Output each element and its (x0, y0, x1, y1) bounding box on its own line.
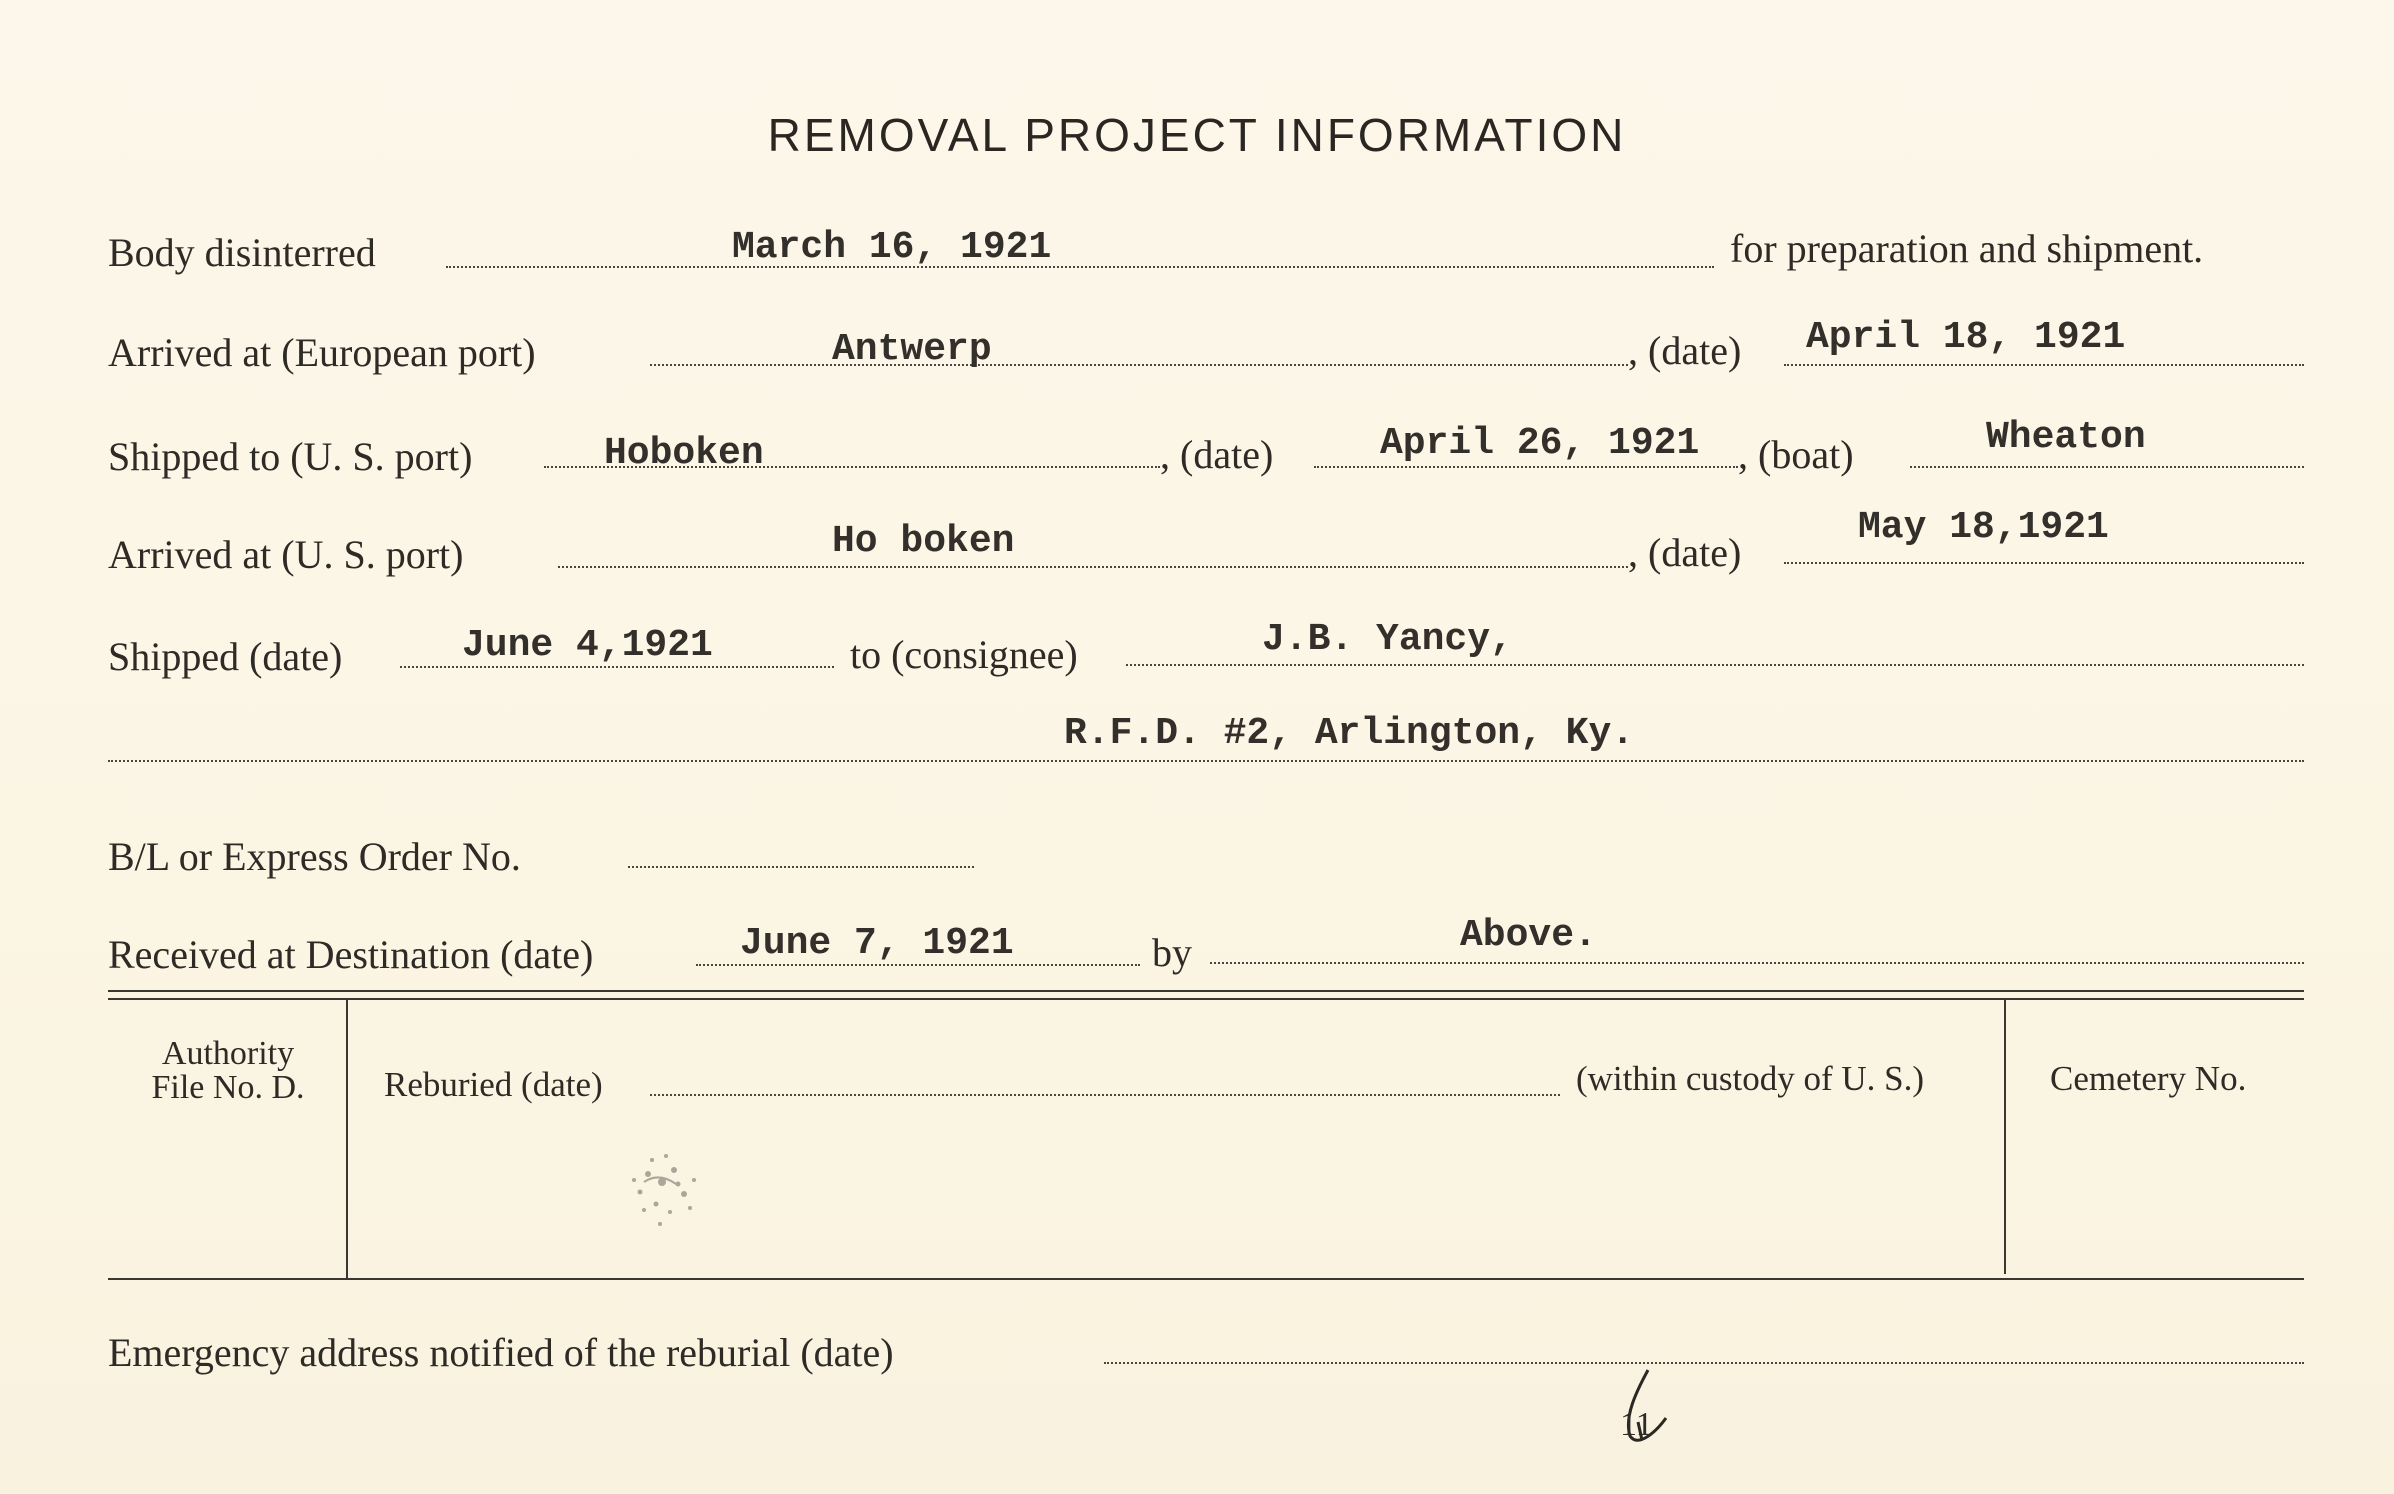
us-arrived-value: Ho boken (832, 520, 1015, 563)
us-arrived-line (558, 566, 1628, 568)
box-top-rule-1 (108, 990, 2304, 992)
boat-value: Wheaton (1986, 416, 2146, 459)
consignee-label: to (consignee) (850, 632, 1078, 677)
euro-date-line (1784, 364, 2304, 366)
us-arrived-date-line (1784, 562, 2304, 564)
us-ship-date-line (1314, 466, 1738, 468)
custody-label: (within custody of U. S.) (1576, 1059, 1925, 1098)
reburied-label: Reburied (date) (384, 1065, 603, 1104)
reburied-line (650, 1094, 1560, 1096)
page-mark: 11 (1620, 1406, 1653, 1443)
disinterred-label: Body disinterred (108, 230, 376, 275)
emergency-line (1104, 1362, 2304, 1364)
consignee-line (1126, 664, 2304, 666)
consignee-address: R.F.D. #2, Arlington, Ky. (1064, 712, 1635, 755)
us-ship-date-label: , (date) (1160, 432, 1274, 477)
cemetery-label: Cemetery No. (2050, 1059, 2247, 1098)
euro-date-label: , (date) (1628, 328, 1742, 373)
us-arrived-label: Arrived at (U. S. port) (108, 532, 464, 577)
boat-label: , (boat) (1738, 432, 1854, 477)
emergency-label: Emergency address notified of the reburial (date) (108, 1330, 894, 1375)
authority-label-2: File No. D. (151, 1069, 305, 1106)
received-label: Received at Destination (date) (108, 932, 594, 977)
boat-line (1910, 466, 2304, 468)
us-ship-value: Hoboken (604, 432, 764, 475)
euro-port-value: Antwerp (832, 328, 992, 371)
disinterred-line (446, 266, 1714, 268)
by-label: by (1152, 930, 1192, 975)
ink-stamp-mark (604, 1132, 724, 1242)
authority-label-1: Authority (161, 1035, 295, 1072)
bl-line (628, 866, 974, 868)
disinterred-suffix: for preparation and shipment. (1730, 226, 2204, 271)
disinterred-value: March 16, 1921 (732, 226, 1052, 269)
shipped-date-label: Shipped (date) (108, 634, 343, 679)
shipped-date-value: June 4,1921 (462, 624, 713, 667)
euro-port-label: Arrived at (European port) (108, 330, 536, 375)
box-bottom-rule (108, 1278, 2304, 1280)
by-line (1210, 962, 2304, 964)
received-value: June 7, 1921 (740, 922, 1014, 965)
consignee-value: J.B. Yancy, (1262, 618, 1513, 661)
box-divider-left (346, 1000, 348, 1278)
bl-label: B/L or Express Order No. (108, 834, 521, 879)
us-ship-label: Shipped to (U. S. port) (108, 434, 473, 479)
address-line (108, 760, 2304, 762)
us-ship-date-value: April 26, 1921 (1380, 422, 1700, 465)
box-top-rule-2 (108, 998, 2304, 1000)
us-arrived-date-label: , (date) (1628, 530, 1742, 575)
euro-port-line (650, 364, 1628, 366)
page-title: REMOVAL PROJECT INFORMATION (767, 109, 1627, 161)
box-divider-right (2004, 1000, 2006, 1274)
euro-date-value: April 18, 1921 (1806, 316, 2126, 359)
by-value: Above. (1460, 914, 1597, 957)
us-arrived-date-value: May 18,1921 (1858, 506, 2109, 549)
